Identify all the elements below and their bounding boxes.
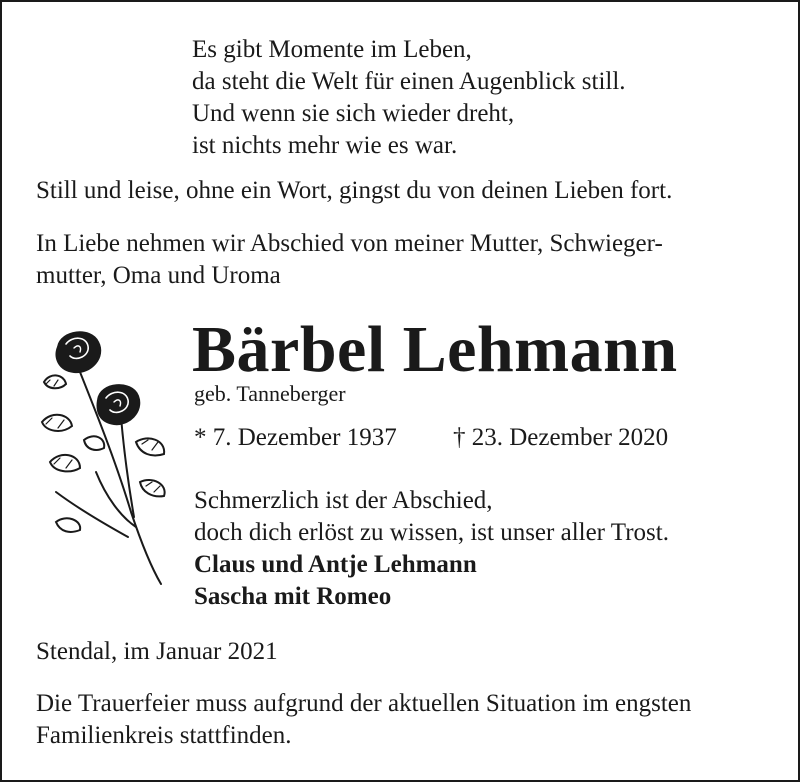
intro-line: mutter, Oma und Uroma [36, 262, 281, 289]
poem [192, 34, 626, 162]
intro-line: In Liebe nehmen wir Abschied von meiner Mutter, Schwieger- [36, 230, 663, 257]
signer: Claus und Antje Lehmann [194, 551, 477, 578]
life-dates [194, 422, 668, 454]
intro-text [36, 228, 663, 292]
funeral-note [36, 688, 691, 752]
closing-line: Schmerzlich ist der Abschied, [194, 487, 493, 514]
birth-date: * 7. Dezember 1937 [194, 424, 397, 451]
deceased-name: Bärbel Lehmann [192, 313, 678, 386]
poem-line: Es gibt Momente im Leben, [192, 36, 472, 63]
verse: Still und leise, ohne ein Wort, gingst du von deinen Lieben fort. [36, 177, 673, 204]
birth-name: geb. Tanneberger [194, 381, 346, 406]
note-line: Die Trauerfeier muss aufgrund der aktuellen Situation im engsten [36, 690, 692, 717]
note-line: Familienkreis stattfinden. [36, 722, 292, 749]
roses-icon [36, 322, 176, 592]
poem-line: da steht die Welt für einen Augenblick still. [192, 68, 626, 95]
signer: Sascha mit Romeo [194, 583, 392, 610]
poem-line: ist nichts mehr wie es war. [192, 132, 458, 159]
poem-line: Und wenn sie sich wieder dreht, [192, 100, 515, 127]
closing-line: doch dich erlöst zu wissen, ist unser aller Trost. [194, 519, 669, 546]
closing-text [194, 485, 669, 613]
place-date: Stendal, im Januar 2021 [36, 638, 278, 665]
death-date: † 23. Dezember 2020 [452, 424, 669, 451]
